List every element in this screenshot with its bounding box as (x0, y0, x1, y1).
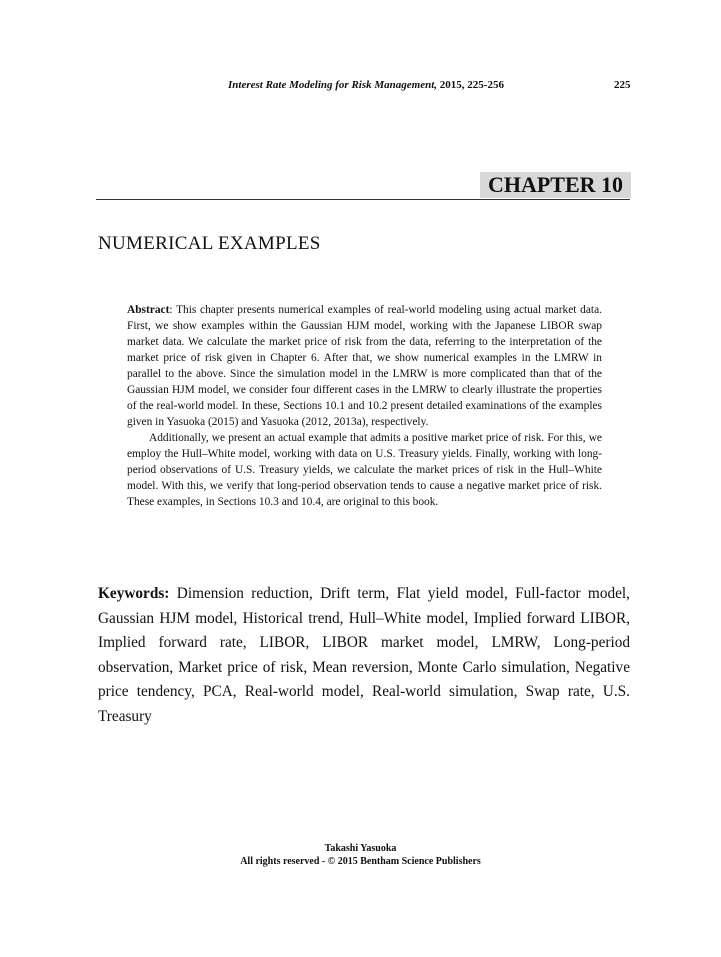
chapter-title: NUMERICAL EXAMPLES (98, 233, 321, 254)
abstract-paragraph-1 (127, 302, 602, 430)
abstract-text-1: : This chapter presents numerical examples of real-world modeling using actual market data. First, we show examples within the Gaussian HJM model, working with the Japanese LIBOR swap market data. We calculate the market price of risk from the data, referring to the interpretation of the market price of risk given in Chapter 6. After that, we show numerical examples in the LMRW in parallel to the above. Since the simulation model in the LMRW is more complicated than that of the Gaussian HJM model, we consider four different cases in the LMRW to clearly illustrate the properties of the real-world model. In these, Sections 10.1 and 10.2 present detailed examinations of the examples given in Yasuoka (2015) and Yasuoka (2012, 2013a), respectively. (127, 304, 602, 428)
page-number: 225 (614, 79, 631, 91)
chapter-label: CHAPTER 10 (480, 172, 631, 198)
footer-author: Takashi Yasuoka (324, 843, 397, 854)
keywords-label: Keywords: (98, 585, 170, 602)
running-head (0, 79, 721, 95)
journal-title: Interest Rate Modeling for Risk Management, (228, 79, 438, 91)
abstract-paragraph-2: Additionally, we present an actual example that admits a positive market price of risk. For this, we employ the Hull–White model, working with data on U.S. Treasury yields. Finally, working with long-period observations of U.S. Treasury yields, we calculate the market prices of risk in the Hull–White model. With this, we verify that long-period observation tends to cause a negative market price of risk. These examples, in Sections 10.3 and 10.4, are original to this book. (127, 432, 602, 508)
abstract-label: Abstract (127, 304, 170, 316)
footer (0, 842, 721, 868)
keywords (98, 582, 630, 729)
keywords-text: Dimension reduction, Drift term, Flat yield model, Full-factor model, Gaussian HJM model, Historical trend, Hull–White model, Implied forward LIBOR, Implied forward rate, LIBOR, LIBOR market model, LMRW, Long-period observation, Market price of risk, Mean reversion, Monte Carlo simulation, Negative price tendency, PCA, Real-world model, Real-world simulation, Swap rate, U.S. Treasury (98, 585, 630, 725)
chapter-divider (96, 199, 630, 200)
footer-copyright: All rights reserved - © 2015 Bentham Science Publishers (240, 856, 481, 867)
journal-citation (228, 79, 504, 91)
journal-year-pages: 2015, 225-256 (439, 79, 504, 91)
abstract (127, 302, 602, 510)
